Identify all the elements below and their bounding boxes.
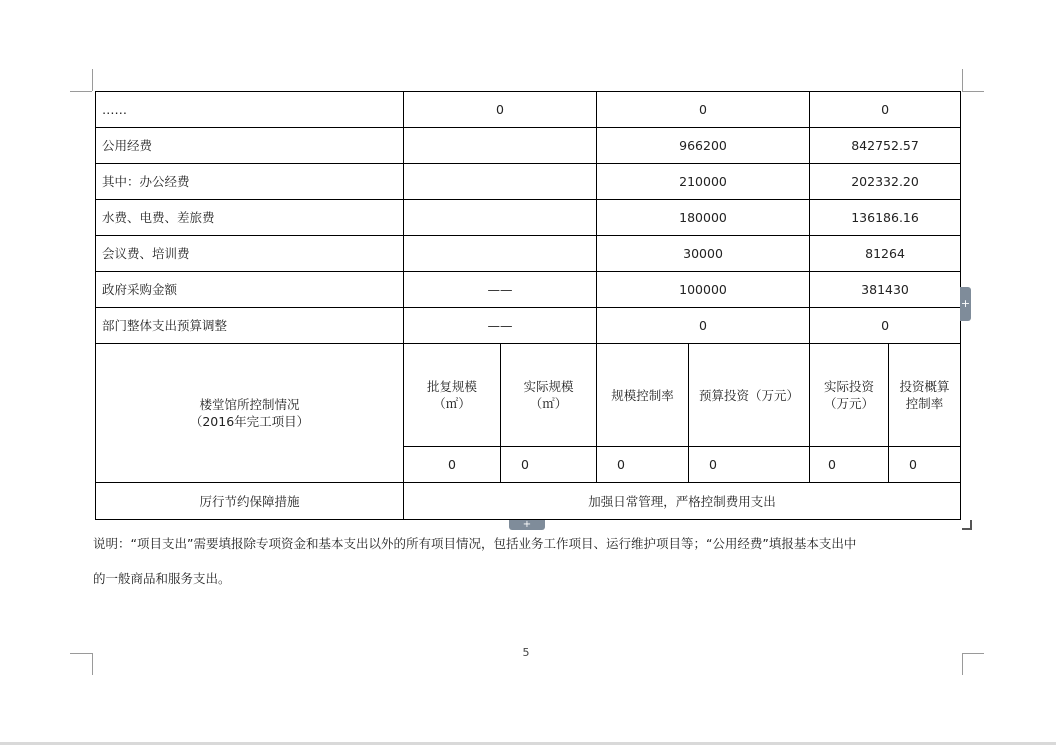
cell-value[interactable]: 842752.57: [810, 128, 961, 164]
cell-value[interactable]: 0: [889, 447, 961, 483]
crop-mark-bottom-left-v: [92, 653, 93, 675]
header-line1: 实际投资: [824, 379, 875, 394]
table-row: [96, 236, 961, 272]
row-label[interactable]: 水费、电费、差旅费: [96, 200, 404, 236]
row-label[interactable]: 会议费、培训费: [96, 236, 404, 272]
row-label[interactable]: 公用经费: [96, 128, 404, 164]
crop-mark-top-left-h: [70, 91, 92, 92]
cell-value[interactable]: 30000: [597, 236, 810, 272]
table-row: [96, 308, 961, 344]
cell-value[interactable]: 100000: [597, 272, 810, 308]
cell-value[interactable]: 180000: [597, 200, 810, 236]
header-line1: 投资概算: [899, 379, 950, 394]
header-actual-scale[interactable]: [501, 344, 597, 447]
crop-mark-bottom-right-v: [962, 653, 963, 675]
table-row: [96, 92, 961, 128]
cell-value[interactable]: 202332.20: [810, 164, 961, 200]
plus-icon[interactable]: +: [960, 287, 971, 321]
measures-value[interactable]: 加强日常管理，严格控制费用支出: [404, 483, 961, 520]
cell-value[interactable]: 966200: [597, 128, 810, 164]
header-line2: （㎡）: [433, 396, 471, 411]
cell-value[interactable]: 0: [810, 308, 961, 344]
cell-value[interactable]: [404, 164, 597, 200]
table-row: [96, 164, 961, 200]
cell-value[interactable]: 136186.16: [810, 200, 961, 236]
plus-icon[interactable]: +: [509, 520, 545, 530]
cell-value[interactable]: [404, 200, 597, 236]
crop-mark-top-right-v: [962, 69, 963, 91]
cell-value[interactable]: 0: [689, 447, 810, 483]
cell-value[interactable]: 0: [810, 92, 961, 128]
building-control-label[interactable]: [96, 344, 404, 483]
table-row: [96, 344, 961, 447]
cell-value[interactable]: 0: [404, 92, 597, 128]
cell-value[interactable]: 0: [404, 447, 501, 483]
cell-value[interactable]: 0: [501, 447, 597, 483]
header-line1: 实际规模: [523, 379, 574, 394]
row-label[interactable]: ……: [96, 92, 404, 128]
header-budget-investment[interactable]: [689, 344, 810, 447]
cell-value[interactable]: ——: [404, 308, 597, 344]
page-number: 5: [522, 646, 530, 659]
table-row: [96, 128, 961, 164]
crop-mark-bottom-left-h: [70, 653, 92, 654]
cell-value[interactable]: 81264: [810, 236, 961, 272]
table-row: [96, 483, 961, 520]
header-approved-scale[interactable]: [404, 344, 501, 447]
header-line1: 规模控制率: [611, 387, 674, 403]
header-investment-control-rate[interactable]: [889, 344, 961, 447]
row-label[interactable]: 政府采购金额: [96, 272, 404, 308]
table-row: [96, 272, 961, 308]
cell-value[interactable]: [404, 128, 597, 164]
building-label-line2: （2016年完工项目）: [189, 414, 310, 429]
building-label-line1: 楼堂馆所控制情况: [199, 397, 300, 412]
cell-value[interactable]: [404, 236, 597, 272]
header-scale-control-rate[interactable]: [597, 344, 689, 447]
crop-mark-top-right-h: [962, 91, 984, 92]
note-line-1: 说明：“项目支出”需要填报除专项资金和基本支出以外的所有项目情况，包括业务工作项目、运行维护项目等；“公用经费”填报基本支出中: [93, 536, 857, 551]
row-label[interactable]: 其中：办公经费: [96, 164, 404, 200]
crop-mark-bottom-right-h: [962, 653, 984, 654]
header-line1: 批复规模: [426, 379, 477, 394]
cell-value[interactable]: 0: [810, 447, 889, 483]
cell-value[interactable]: 381430: [810, 272, 961, 308]
header-line1: 预算投资（万元）: [699, 387, 800, 403]
resize-handle-icon[interactable]: [962, 520, 972, 530]
cell-value[interactable]: ——: [404, 272, 597, 308]
expenditure-table: [95, 91, 961, 520]
header-line2: （万元）: [824, 396, 875, 411]
cell-value[interactable]: 0: [597, 308, 810, 344]
table-row: [96, 200, 961, 236]
header-line2: 控制率: [905, 396, 944, 411]
header-actual-investment[interactable]: [810, 344, 889, 447]
header-line2: （㎡）: [529, 396, 568, 411]
cell-value[interactable]: 0: [597, 447, 689, 483]
note-line-2: 的一般商品和服务支出。: [93, 571, 231, 586]
cell-value[interactable]: 0: [597, 92, 810, 128]
measures-label[interactable]: 厉行节约保障措施: [96, 483, 404, 520]
cell-value[interactable]: 210000: [597, 164, 810, 200]
crop-mark-top-left-v: [92, 69, 93, 91]
row-label[interactable]: 部门整体支出预算调整: [96, 308, 404, 344]
